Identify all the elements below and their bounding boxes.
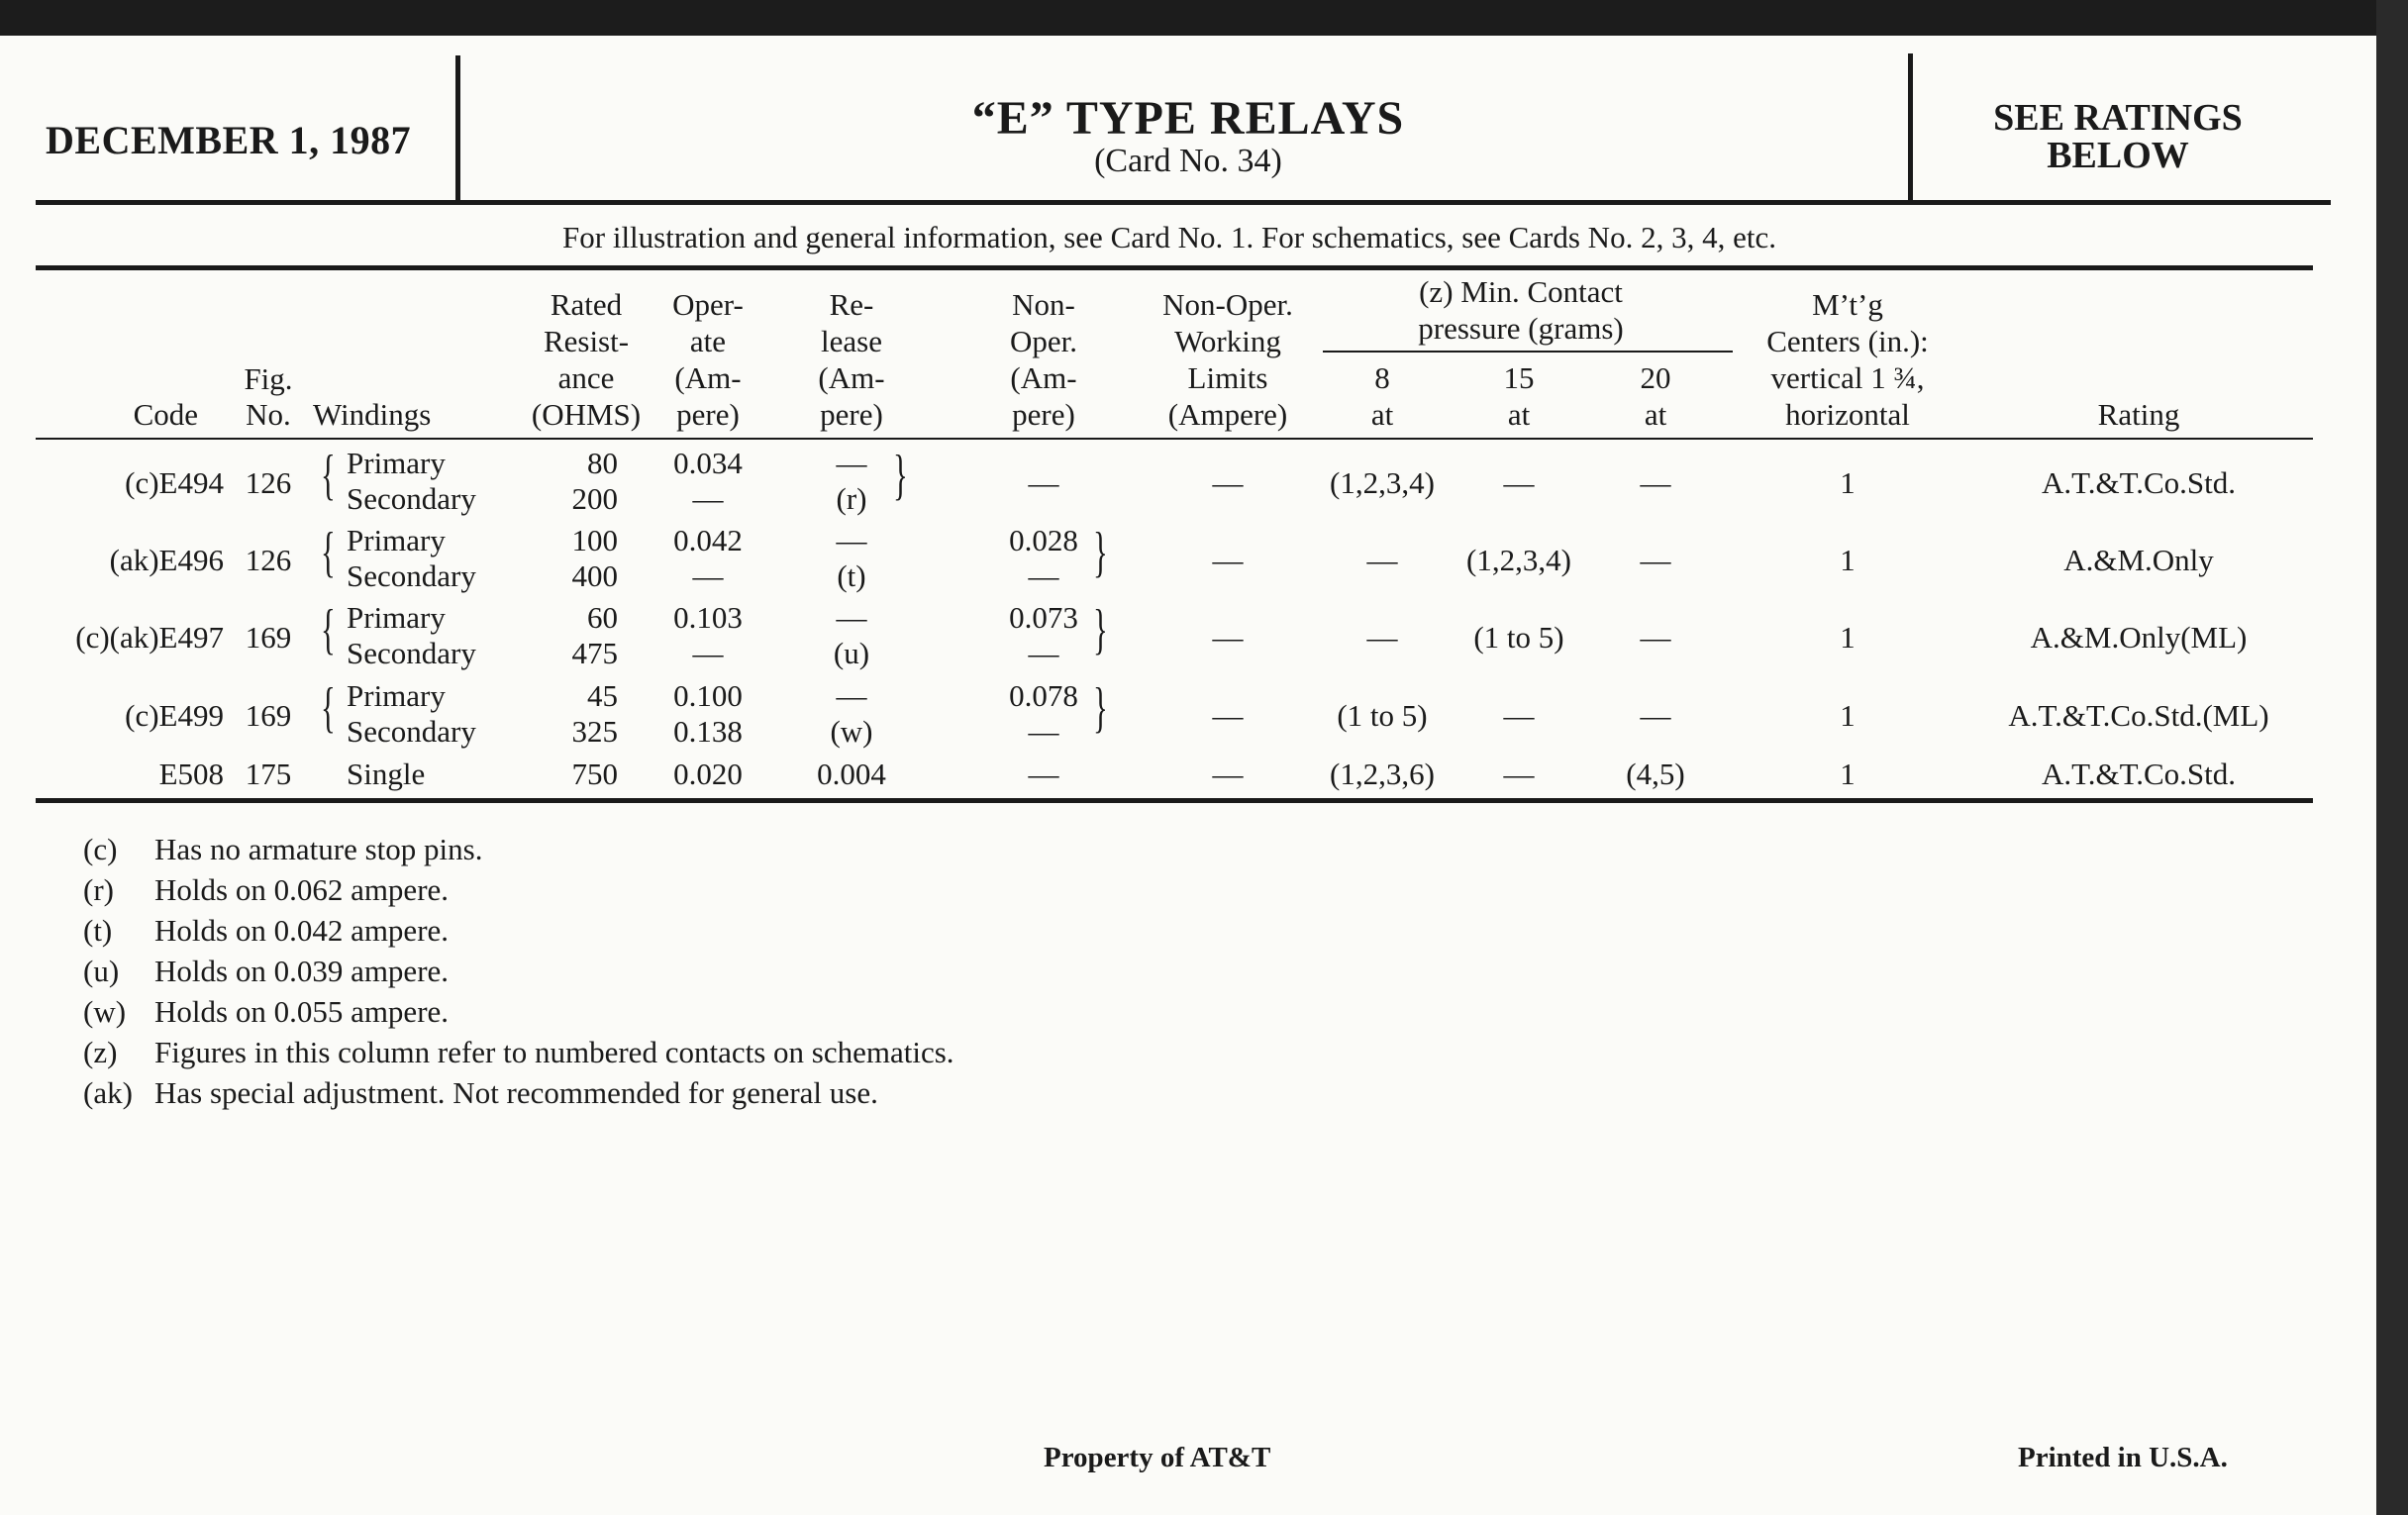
col-non-4: pere) (1012, 397, 1075, 432)
rating: A.&M.Only(ML) (2030, 620, 2248, 655)
winding-primary: Primary (347, 600, 446, 635)
working-limits: — (1212, 543, 1244, 577)
pressure-8g: (1,2,3,6) (1330, 757, 1435, 791)
winding-secondary: Secondary (347, 636, 476, 670)
rating: A.&M.Only (2063, 543, 2214, 577)
row-code: (c)(ak)E497 (75, 620, 224, 655)
row-code: E508 (158, 757, 224, 791)
res-secondary: 475 (571, 636, 618, 670)
row-fig: 126 (245, 543, 292, 577)
col-rel-3: (Am- (818, 360, 885, 395)
rating: A.T.&T.Co.Std.(ML) (2008, 698, 2269, 733)
col-20g: 20 (1640, 360, 1671, 395)
non-operate-secondary: — (1028, 714, 1059, 749)
winding-primary: Primary (347, 523, 446, 557)
col-non-3: (Am- (1010, 360, 1077, 395)
res-primary: 100 (571, 523, 618, 557)
res-primary: 80 (587, 446, 618, 480)
header-bottom-rule (36, 438, 2313, 440)
footnote-text: Has no armature stop pins. (154, 832, 483, 866)
operate-primary: 0.034 (673, 446, 743, 480)
working-limits: — (1212, 465, 1244, 500)
col-rel-1: Re- (829, 287, 874, 322)
row-code: (c)E499 (125, 698, 224, 733)
winding-primary: Primary (347, 678, 446, 713)
property-notice: Property of AT&T (1044, 1442, 1271, 1473)
footnote-text: Holds on 0.042 ampere. (154, 913, 450, 948)
non-operate-secondary: — (1028, 558, 1059, 593)
operate-primary: 0.103 (673, 600, 743, 635)
release-brace: } (893, 445, 908, 506)
working-limits: — (1212, 757, 1244, 791)
col-contact-2: pressure (grams) (1418, 311, 1624, 346)
release-primary: — (836, 678, 867, 713)
non-operate-primary: 0.078 (1009, 678, 1078, 713)
pressure-20g: — (1640, 620, 1671, 655)
winding-brace: { (321, 599, 336, 660)
footnote-key: (t) (83, 913, 113, 948)
see-ratings-note (1915, 99, 2321, 174)
col-non-2: Oper. (1009, 324, 1077, 358)
footnote-key: (u) (83, 954, 120, 988)
mounting-centers: 1 (1840, 465, 1856, 500)
footnote (83, 1075, 878, 1111)
pressure-15g: (1 to 5) (1473, 620, 1564, 655)
reference-card (0, 36, 2376, 1515)
non-operate: — (1028, 757, 1059, 791)
winding-brace: { (321, 677, 336, 739)
working-limits: — (1212, 698, 1244, 733)
pressure-15g: — (1503, 698, 1535, 733)
res-secondary: 400 (571, 558, 618, 593)
release-primary: — (836, 446, 867, 480)
header-divider-left (455, 55, 460, 202)
card-title: “E” TYPE RELAYS (971, 92, 1405, 145)
winding-secondary: Secondary (347, 558, 476, 593)
card-subtitle: (Card No. 34) (1094, 143, 1282, 179)
release-primary: — (836, 600, 867, 635)
header-divider-right (1908, 53, 1913, 202)
col-contact-1: (z) Min. Contact (1419, 274, 1623, 309)
pressure-8g: — (1366, 543, 1398, 577)
col-op-3: (Am- (674, 360, 742, 395)
release-secondary: (w) (830, 714, 873, 749)
non-operate-primary: 0.028 (1009, 523, 1078, 557)
footnote (83, 913, 449, 949)
col-nw-1: Non-Oper. (1162, 287, 1293, 322)
non-operate-brace: } (1093, 599, 1108, 660)
pressure-15g: — (1503, 757, 1535, 791)
release-secondary: (t) (837, 558, 866, 593)
footnote-key: (c) (83, 832, 118, 866)
row-code: (ak)E496 (109, 543, 224, 577)
footnote-key: (r) (83, 872, 114, 907)
operate-secondary: — (692, 636, 724, 670)
release-primary: — (836, 523, 867, 557)
rating: A.T.&T.Co.Std. (2041, 757, 2237, 791)
col-nw-2: Working (1174, 324, 1281, 358)
printed-notice: Printed in U.S.A. (2018, 1442, 2228, 1473)
table-bottom-rule (36, 798, 2313, 803)
see-ratings-line1: SEE RATINGS (1993, 97, 2243, 139)
winding-secondary: Secondary (347, 481, 476, 516)
winding-secondary: Secondary (347, 714, 476, 749)
scan-edge (2376, 0, 2408, 1515)
mounting-centers: 1 (1840, 698, 1856, 733)
release-secondary: (u) (833, 636, 870, 670)
col-res-2: Resist- (543, 324, 630, 358)
non-operate-brace: } (1093, 677, 1108, 739)
table-top-rule (36, 265, 2313, 270)
col-mtg-3: vertical 1 ¾, (1770, 360, 1925, 395)
footnote-key: (z) (83, 1035, 118, 1069)
winding-brace: { (321, 522, 336, 583)
col-mtg-1: M’t’g (1812, 287, 1883, 322)
pressure-8g: (1 to 5) (1337, 698, 1428, 733)
col-res-4: (OHMS) (531, 397, 642, 432)
pressure-20g: — (1640, 543, 1671, 577)
winding-primary: Primary (347, 446, 446, 480)
release-single: 0.004 (817, 757, 886, 791)
header-rule (36, 200, 2331, 205)
col-op-1: Oper- (672, 287, 744, 322)
col-res-1: Rated (550, 287, 623, 322)
col-8g-at: at (1370, 397, 1394, 432)
see-ratings-line2: BELOW (2047, 135, 2189, 176)
operate-primary: 0.100 (673, 678, 743, 713)
footnote-text: Holds on 0.039 ampere. (154, 954, 450, 988)
pressure-20g: — (1640, 465, 1671, 500)
col-non-1: Non- (1012, 287, 1075, 322)
pressure-8g: — (1366, 620, 1398, 655)
row-fig: 169 (245, 698, 292, 733)
row-code: (c)E494 (125, 465, 224, 500)
res-primary: 60 (587, 600, 618, 635)
footnote-text: Figures in this column refer to numbered contacts on schematics. (154, 1035, 954, 1069)
col-15g-at: at (1507, 397, 1531, 432)
pressure-15g: (1,2,3,4) (1466, 543, 1571, 577)
pressure-8g: (1,2,3,4) (1330, 465, 1435, 500)
pressure-20g: — (1640, 698, 1671, 733)
working-limits: — (1212, 620, 1244, 655)
row-fig: 126 (245, 465, 292, 500)
rating: A.T.&T.Co.Std. (2041, 465, 2237, 500)
non-operate-primary: 0.073 (1009, 600, 1078, 635)
operate-secondary: 0.138 (673, 714, 743, 749)
footnote-key: (w) (83, 994, 127, 1029)
pressure-15g: — (1503, 465, 1535, 500)
non-operate-secondary: — (1028, 636, 1059, 670)
contact-group-rule (1323, 351, 1733, 353)
row-fig: 169 (245, 620, 292, 655)
non-operate-brace: } (1093, 522, 1108, 583)
col-res-3: ance (557, 360, 615, 395)
footnote (83, 872, 449, 908)
release-secondary: (r) (836, 481, 867, 516)
row-fig: 175 (245, 757, 292, 791)
footnote (83, 1035, 954, 1070)
col-15g: 15 (1503, 360, 1535, 395)
intro-text: For illustration and general information, see Card No. 1. For schematics, see Cards No. 2, 3, 4, etc. (562, 220, 1776, 254)
col-8g: 8 (1374, 360, 1390, 395)
res-secondary: 325 (571, 714, 618, 749)
res-single: 750 (571, 757, 618, 791)
card-date: DECEMBER 1, 1987 (46, 118, 412, 162)
col-fig-2: No. (246, 397, 291, 432)
winding-brace: { (321, 445, 336, 506)
col-windings: Windings (313, 397, 432, 432)
col-20g-at: at (1644, 397, 1667, 432)
winding-single: Single (347, 757, 426, 791)
col-rel-4: pere) (820, 397, 883, 432)
col-mtg-2: Centers (in.): (1766, 324, 1929, 358)
footnote-key: (ak) (83, 1075, 133, 1110)
col-rel-2: lease (821, 324, 882, 358)
col-mtg-4: horizontal (1785, 397, 1910, 432)
footnote-text: Holds on 0.055 ampere. (154, 994, 450, 1029)
footnote-text: Has special adjustment. Not recommended for general use. (154, 1075, 878, 1110)
col-op-4: pere) (676, 397, 740, 432)
col-nw-4: (Ampere) (1167, 397, 1288, 432)
operate-single: 0.020 (673, 757, 743, 791)
res-primary: 45 (587, 678, 618, 713)
mounting-centers: 1 (1840, 543, 1856, 577)
operate-secondary: — (692, 558, 724, 593)
non-operate: — (1028, 465, 1059, 500)
res-secondary: 200 (571, 481, 618, 516)
footnote-text: Holds on 0.062 ampere. (154, 872, 450, 907)
footnote (83, 832, 482, 867)
operate-primary: 0.042 (673, 523, 743, 557)
col-nw-3: Limits (1187, 360, 1268, 395)
col-op-2: ate (689, 324, 727, 358)
pressure-20g: (4,5) (1626, 757, 1685, 791)
col-code: Code (133, 397, 198, 432)
col-rating: Rating (2097, 397, 2180, 432)
operate-secondary: — (692, 481, 724, 516)
col-fig-1: Fig. (244, 361, 293, 396)
mounting-centers: 1 (1840, 620, 1856, 655)
footnote (83, 954, 449, 989)
footnote (83, 994, 449, 1030)
mounting-centers: 1 (1840, 757, 1856, 791)
